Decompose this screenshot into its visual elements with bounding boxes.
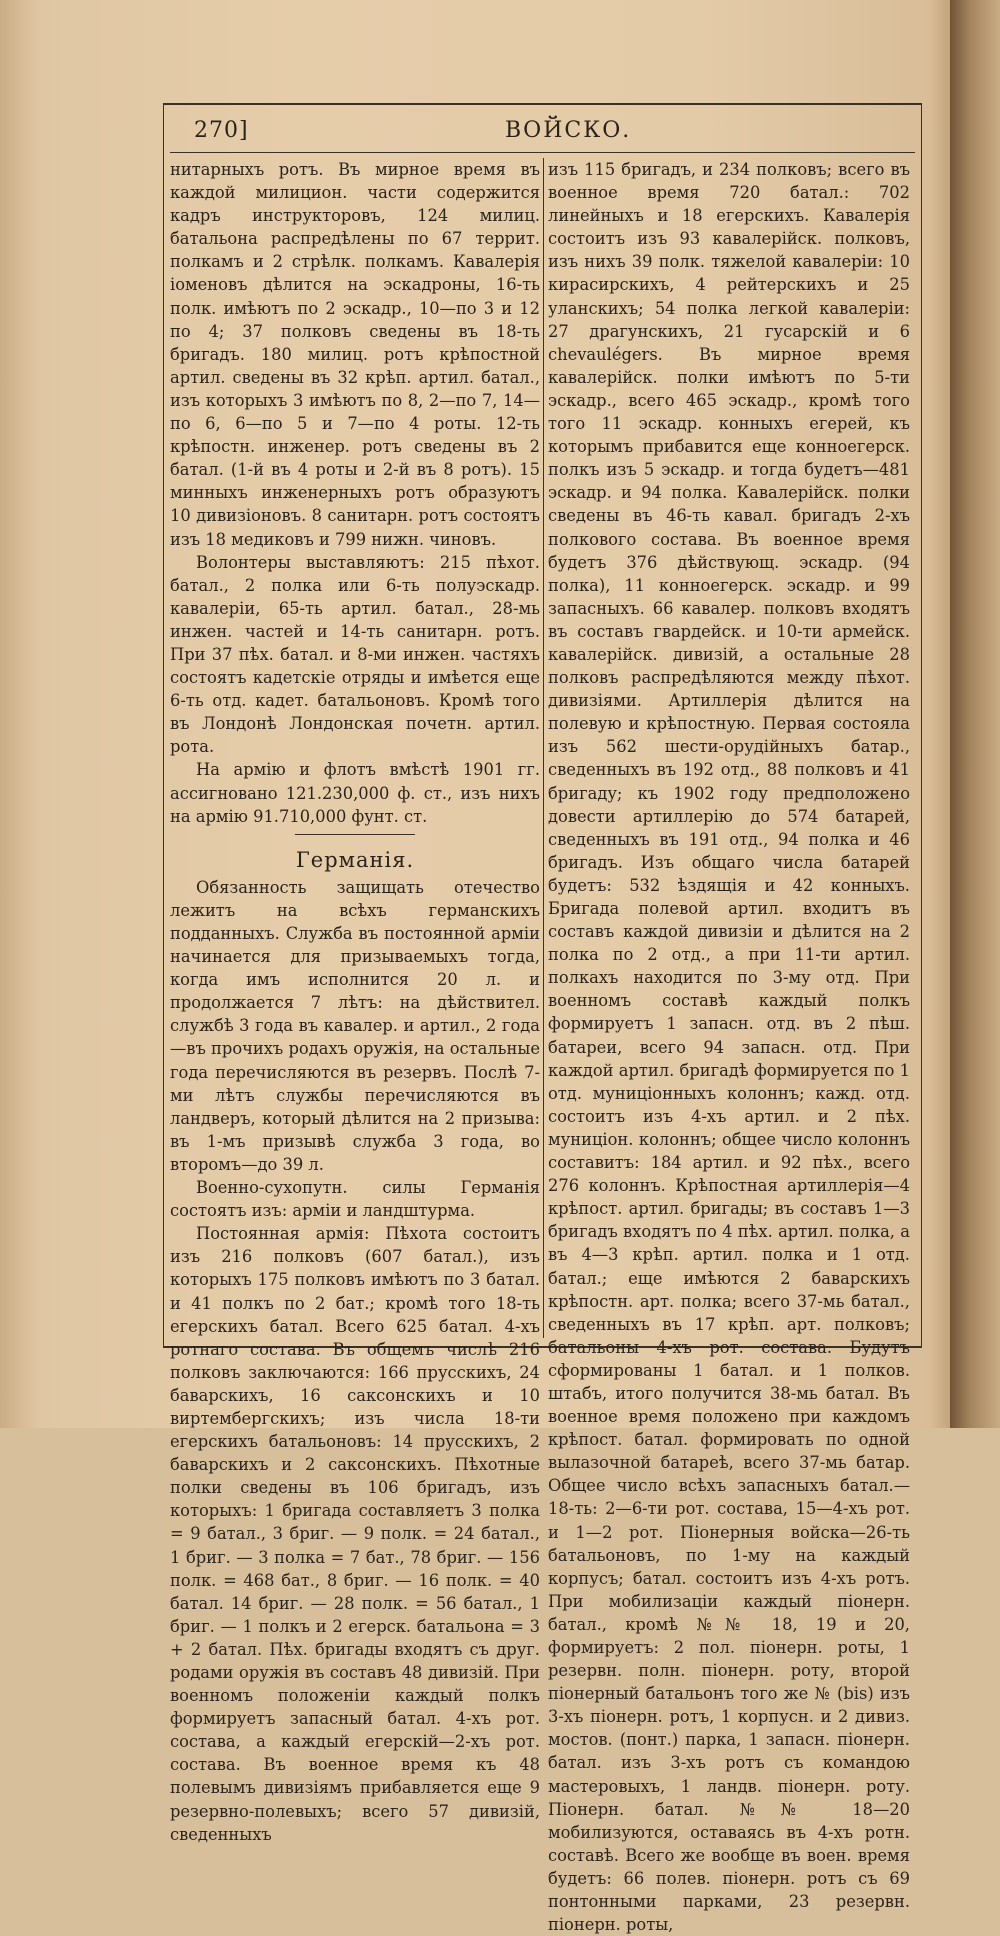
left-column bbox=[170, 158, 540, 1844]
paragraph: Военно-сухопутн. силы Германія состоятъ изъ: арміи и ландштурма. bbox=[170, 1178, 540, 1221]
top-rule bbox=[163, 103, 921, 105]
page-number: 270] bbox=[194, 118, 249, 143]
paragraph: Обязанность защищать отечество лежитъ на всѣхъ германскихъ подданныхъ. Служба въ постоянной арміи начинается для призываемыхъ тогда, когда имъ исполнится 20 л. и продолжается 7 лѣтъ: на дѣйствител. службѣ 3 года въ кавалер. и артил., 2 года—въ прочихъ родахъ оружія, на остальные года перечисляются въ резервъ. Послѣ 7-ми лѣтъ службы перечисляются въ ландверъ, который дѣлится на 2 призыва: въ 1-мъ призывѣ служба 3 года, во второмъ—до 39 л. bbox=[170, 877, 540, 1174]
header-rule bbox=[170, 152, 915, 153]
paragraph: Волонтеры выставляютъ: 215 пѣхот. батал., 2 полка или 6-ть полуэскадр. кавалеріи, 65-ть артил. батал., 28-мь инжен. частей и 14-ть санитарн. ротъ. При 37 пѣх. батал. и 8-ми инжен. частяхъ состоятъ кадетскіе отряды и имѣется еще 6-ть отд. кадет. батальоновъ. Кромѣ того въ Лондонѣ Лондонская почетн. артил. рота. bbox=[170, 552, 540, 757]
paragraph: На армію и флотъ вмѣстѣ 1901 гг. ассигновано 121.230,000 ф. ст., изъ нихъ на армію 91.710,000 фунт. ст. bbox=[170, 760, 540, 826]
column-divider bbox=[543, 158, 544, 1338]
section-heading: Германія. bbox=[295, 847, 415, 872]
paragraph: нитарныхъ ротъ. Въ мирное время въ каждой милицион. части содержится кадръ инструкторовъ, 124 милиц. батальона распредѣлены по 67 террит. полкамъ и 2 стрѣлк. полкамъ. Кавалерія іоменовъ дѣлится на эскадроны, 16-ть полк. имѣютъ по 2 эскадр., 10—по 3 и 12 по 4; 37 полковъ сведены въ 18-ть бригадъ. 180 милиц. ротъ крѣпостной артил. сведены въ 32 крѣп. артил. батал., изъ которыхъ 3 имѣютъ по 8, 2—по 7, 14—по 6, 6—по 5 и 7—по 4 роты. 12-ть крѣпостн. инженер. ротъ сведены въ 2 батал. (1-й въ 4 роты и 2-й въ 8 ротъ). 15 минныхъ инженерныхъ ротъ образуютъ 10 дивизіоновъ. 8 санитарн. ротъ состоятъ изъ 18 медиковъ и 799 нижн. чиновъ. bbox=[170, 160, 540, 549]
running-head: ВОЙСКО. bbox=[505, 118, 632, 143]
paragraph: Постоянная армія: Пѣхота состоитъ изъ 216 полковъ (607 батал.), изъ которыхъ 175 полковъ имѣютъ по 3 батал. и 41 полкъ по 2 бат.; кромѣ того 18-ть егерскихъ батал. Всего 625 батал. 4-хъ ротнаго состава. Въ общемъ числѣ 216 полковъ заключаются: 166 прусскихъ, 24 баварскихъ, 16 саксонскихъ и 10 виртембергскихъ; изъ числа 18-ти егерскихъ батальоновъ: 14 прусскихъ, 2 баварскихъ и 2 саксонскихъ. Пѣхотные полки сведены въ 106 бригадъ, изъ которыхъ: 1 бригада составляетъ 3 полка = 9 батал., 3 бриг. — 9 полк. = 24 батал., 1 бриг. — 3 полка = 7 бат., 78 бриг. — 156 полк. = 468 бат., 8 бриг. — 16 полк. = 40 батал. 14 бриг. — 28 полк. = 56 батал., 1 бриг. — 1 полкъ и 2 егерск. батальона = 3 + 2 батал. Пѣх. бригады входятъ съ друг. родами оружія въ составъ 48 дивизій. При военномъ положеніи каждый полкъ формируетъ запасный батал. 4-хъ рот. состава, а каждый егерскій—2-хъ рот. состава. Въ военное время къ 48 полевымъ дивизіямъ прибавляется еще 9 резервно-полевыхъ; всего 57 дивизій, сведенныхъ bbox=[170, 1224, 540, 1844]
section-separator bbox=[295, 834, 415, 835]
paragraph: изъ 115 бригадъ, и 234 полковъ; всего въ военное время 720 батал.: 702 линейныхъ и 18 егерскихъ. Кавалерія состоитъ изъ 93 кавалерійск. полковъ, изъ нихъ 39 полк. тяжелой кавалеріи: 10 кирасирскихъ, 4 рейтерскихъ и 25 уланскихъ; 54 полка легкой кавалеріи: 27 драгунскихъ, 21 гусарскій и 6 chevaulégers. Въ мирное время кавалерійск. полки имѣютъ по 5-ти эскадр., всего 465 эскадр., кромѣ того того 11 эскадр. конныхъ егерей, къ которымъ прибавится еще конноегерск. полкъ изъ 5 эскадр. и тогда будетъ—481 эскадр. и 94 полка. Кавалерійск. полки сведены въ 46-ть кавал. бригадъ 2-хъ полкового состава. Въ военное время будетъ 376 дѣйствующ. эскадр. (94 полка), 11 конноегерск. эскадр. и 99 запасныхъ. 66 кавалер. полковъ входятъ въ составъ гвардейск. и 10-ти армейск. кавалерійск. дивизій, а остальные 28 полковъ распредѣляются между пѣхот. дивизіями. Артиллерія дѣлится на полевую и крѣпостную. Первая состояла изъ 562 шести-орудійныхъ батар., сведенныхъ въ 192 отд., 88 полковъ и 41 бригаду; къ 1902 году предположено довести артиллерію до 574 батарей, сведенныхъ въ 191 отд., 94 полка и 46 бригадъ. Изъ общаго числа батарей будетъ: 532 ѣздящія и 42 конныхъ. Бригада полевой артил. входитъ въ составъ каждой дивизіи и дѣлится на 2 полка по 2 отд., а при 11-ти артил. полкахъ находится по 3-му отд. При военномъ составѣ каждый полкъ формируетъ 1 запасн. отд. въ 2 пѣш. батареи, всего 94 запасн. отд. При каждой артил. бригадѣ формируется по 1 отд. муниціонныхъ колоннъ; кажд. отд. состоитъ изъ 4-хъ артил. и 2 пѣх. муниціон. колоннъ; общее число колоннъ составитъ: 184 артил. и 92 пѣх., всего 276 колоннъ. Крѣпостная артиллерія—4 крѣпост. артил. бригады; въ составъ 1—3 бригадъ входятъ по 4 пѣх. артил. полка, а въ 4—3 крѣп. артил. полка и 1 отд. батал.; еще имѣются 2 баварскихъ крѣпостн. арт. полка; всего 37-мь батал., сведенныхъ въ 17 крѣп. арт. полковъ; батальоны 4-хъ рот. состава. Будутъ сформированы 1 батал. и 1 полков. штабъ, итого получится 38-мь батал. Въ военное время положено при каждомъ крѣпост. батал. формировать по одной вылазочной батареѣ, всего 37-мь батар. Общее число всѣхъ запасныхъ батал.—18-ть: 2—6-ти рот. состава, 15—4-хъ рот. и 1—2 рот. Піонерныя войска—26-ть батальоновъ, по 1-му на каждый корпусъ; батал. состоитъ изъ 4-хъ ротъ. При мобилизаціи каждый піонерн. батал., кромѣ №№ 18, 19 и 20, формируетъ: 2 пол. піонерн. роты, 1 резервн. полн. піонерн. роту, второй піонерный батальонъ того же № (bis) изъ 3-хъ піонерн. ротъ, 1 корпусн. и 2 дивиз. мостов. (понт.) парка, 1 запасн. піонерн. батал. изъ 3-хъ ротъ съ командою мастеровыхъ, 1 ландв. піонерн. роту. Піонерн. батал. №№ 18—20 мобилизуются, оставаясь въ 4-хъ ротн. составѣ. Всего же вообще въ воен. время будетъ: 66 полев. піонерн. ротъ съ 69 понтонными парками, 23 резервн. піонерн. роты, bbox=[548, 160, 910, 1935]
right-column bbox=[548, 158, 910, 1935]
book-gutter bbox=[950, 0, 1000, 1428]
